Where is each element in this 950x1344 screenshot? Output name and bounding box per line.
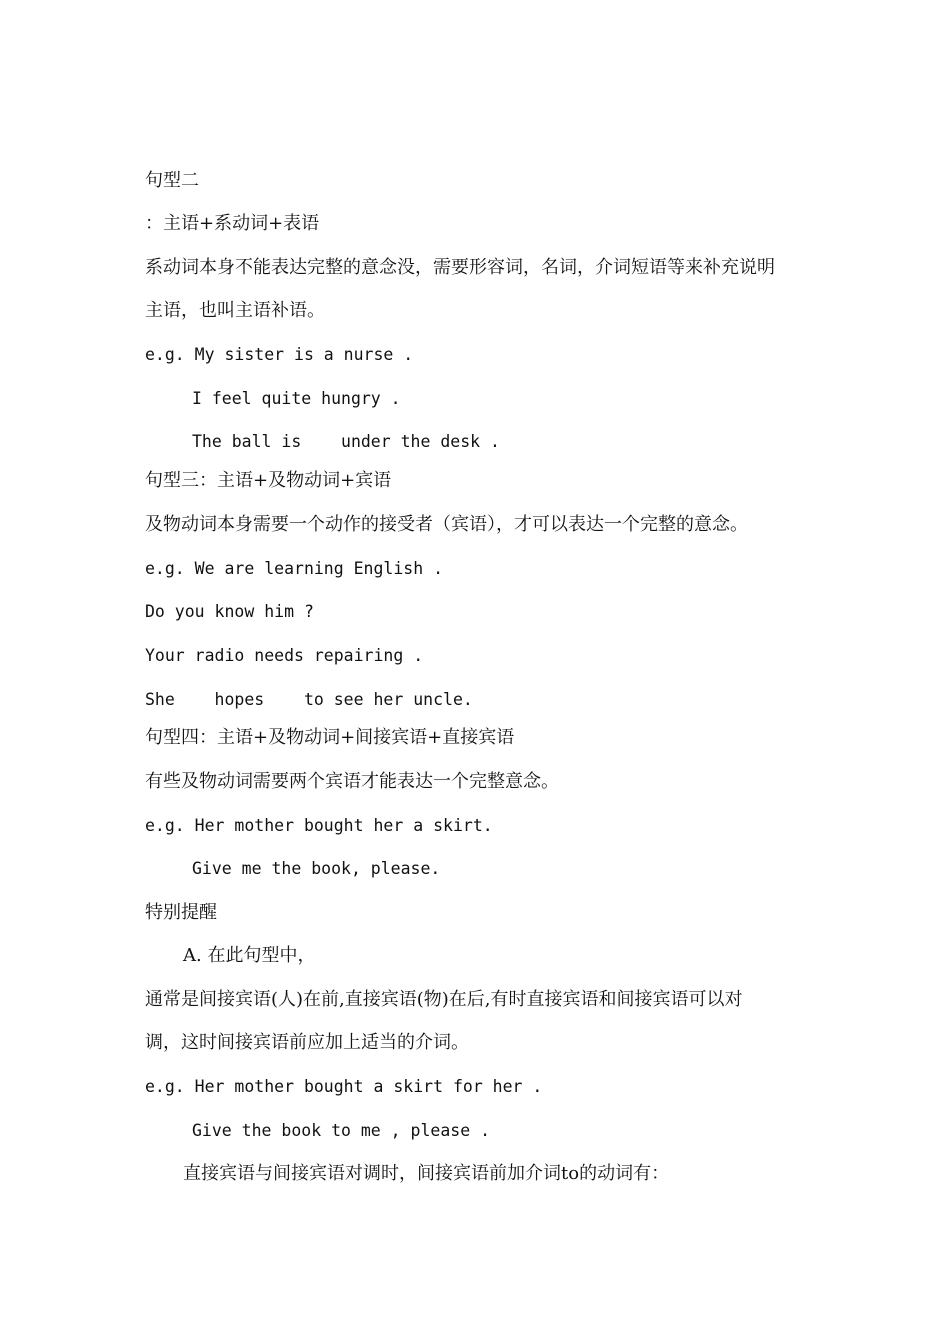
example-line: e.g. Her mother bought a skirt for her . [145, 1077, 543, 1096]
heading-pattern-three: 句型三：主语+及物动词+宾语 [145, 470, 392, 491]
note-item-a: A. 在此句型中， [183, 945, 316, 966]
paragraph-line: 通常是间接宾语(人)在前,直接宾语(物)在后,有时直接宾语和间接宾语可以对 [145, 989, 743, 1010]
example-line: She hopes to see her uncle. [145, 690, 473, 709]
paragraph-line: 有些及物动词需要两个宾语才能表达一个完整意念。 [145, 771, 559, 792]
heading-pattern-four: 句型四：主语+及物动词+间接宾语+直接宾语 [145, 727, 515, 748]
paragraph-line: 系动词本身不能表达完整的意念没，需要形容词，名词，介词短语等来补充说明 [145, 257, 775, 278]
example-line: Give me the book, please. [192, 859, 441, 878]
paragraph-line: 及物动词本身需要一个动作的接受者（宾语），才可以表达一个完整的意念。 [145, 514, 748, 535]
example-line: Do you know him ? [145, 602, 314, 621]
example-line: e.g. We are learning English . [145, 559, 444, 578]
paragraph-line: 调，这时间接宾语前应加上适当的介词。 [145, 1032, 469, 1053]
example-line: e.g. My sister is a nurse . [145, 345, 414, 364]
paragraph-line: 主语，也叫主语补语。 [145, 300, 325, 321]
heading-pattern-two: 句型二 [145, 170, 199, 191]
example-line: Give the book to me , please . [192, 1121, 491, 1140]
example-line: Your radio needs repairing . [145, 646, 424, 665]
example-line: The ball is under the desk . [192, 432, 500, 451]
example-line: I feel quite hungry . [192, 389, 401, 408]
special-note-heading: 特别提醒 [145, 902, 217, 923]
paragraph-line: 直接宾语与间接宾语对调时，间接宾语前加介词to的动词有： [183, 1163, 670, 1184]
example-line: e.g. Her mother bought her a skirt. [145, 816, 493, 835]
pattern-two-formula: ：主语+系动词+表语 [145, 213, 320, 234]
